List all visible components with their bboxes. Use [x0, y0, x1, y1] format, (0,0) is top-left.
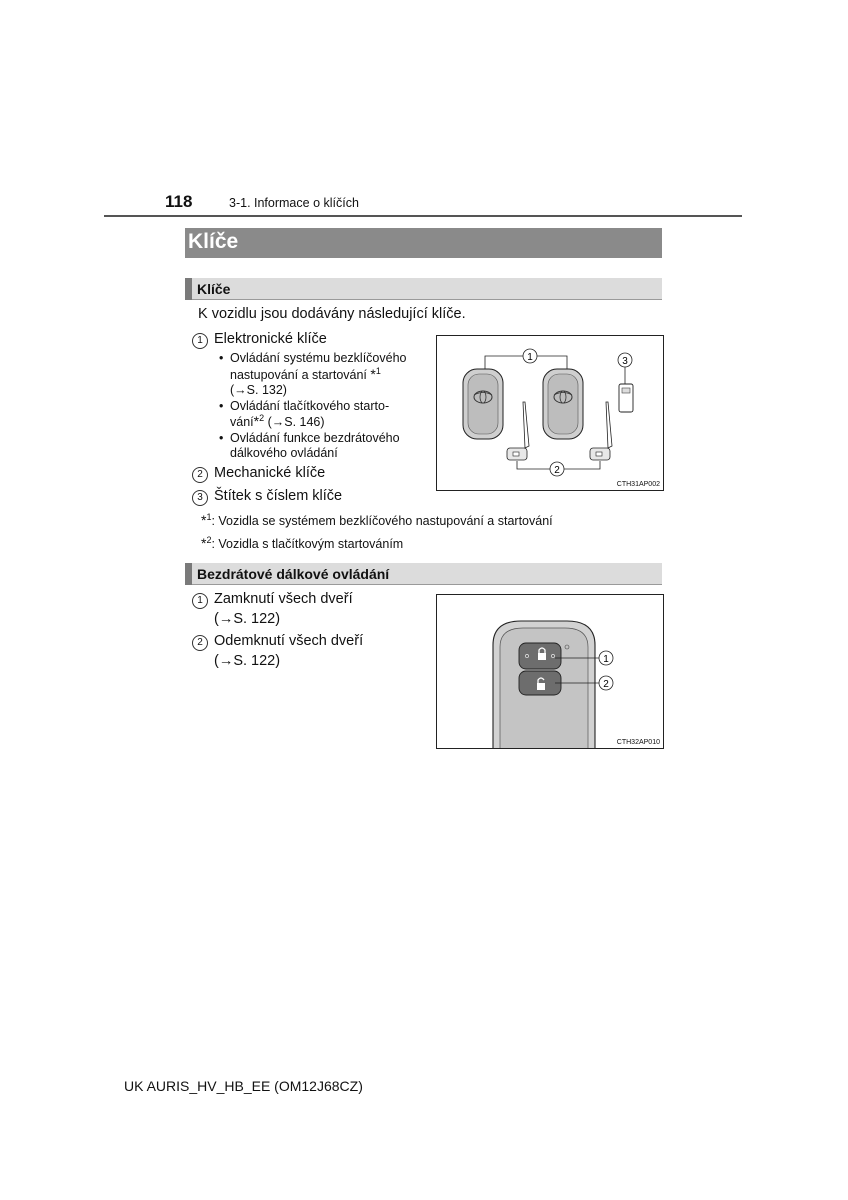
item-label: Zamknutí všech dveří [214, 591, 353, 607]
item-label: Elektronické klíče [214, 331, 327, 347]
bullet-list [219, 351, 430, 462]
bullet-item [219, 430, 430, 462]
bullet-dot: • [219, 351, 224, 365]
footnote-sup: 1 [206, 511, 212, 522]
bullet-ref: (→S. 132) [230, 383, 287, 397]
footer-code: UK AURIS_HV_HB_EE (OM12J68CZ) [124, 1078, 363, 1094]
page-title-bar [185, 228, 662, 258]
page-number: 118 [165, 192, 193, 211]
footnote-sup: 1 [375, 365, 381, 376]
callout-number: 2 [603, 679, 609, 690]
footnote-text: : Vozidla s tlačítkovým startováním [211, 537, 404, 551]
footnote-star: * [253, 413, 260, 429]
bullet-ref: (→S. 146) [264, 415, 325, 429]
section-heading-bar [185, 563, 662, 585]
footnote [201, 535, 403, 551]
bullet-item [219, 398, 430, 431]
bullet-text [230, 367, 430, 384]
heading-underline [192, 299, 662, 300]
mechanical-key [590, 402, 612, 460]
unlock-button [519, 671, 561, 695]
figure-code: CTH32AP010 [616, 739, 660, 746]
item-number: 2 [192, 635, 208, 651]
item-label: Odemknutí všech dveří [214, 633, 364, 649]
bullet-text: Ovládání funkce bezdrátového [230, 430, 400, 445]
bullet-text: dálkového ovládání [230, 446, 338, 460]
keys-figure [436, 335, 664, 491]
item-number: 1 [192, 593, 208, 609]
item-number: 2 [192, 467, 208, 483]
callout-number: 2 [554, 465, 560, 476]
header-rule [104, 215, 742, 217]
footnote-sup: 2 [259, 412, 265, 423]
lock-button [519, 643, 561, 669]
bullet-text: Ovládání tlačítkového starto- [230, 398, 390, 413]
section-heading: Bezdrátové dálkové ovládání [197, 566, 390, 582]
footnote-text: : Vozidla se systémem bezklíčového nastupování a startování [211, 514, 553, 528]
keys-illustration [437, 336, 663, 490]
heading-underline [192, 584, 662, 585]
item-label: Štítek s číslem klíče [214, 488, 343, 504]
footnote-star: * [201, 535, 207, 551]
footnote [201, 512, 553, 528]
bullet-text [230, 414, 430, 431]
key-number-tag [619, 384, 633, 412]
remote-illustration [437, 595, 663, 748]
section-path: 3-1. Informace o klíčích [229, 196, 359, 210]
heading-accent [185, 563, 192, 585]
mechanical-key [507, 402, 529, 460]
footnote-star: * [370, 365, 376, 382]
smart-key-fob [463, 369, 503, 439]
item-number: 3 [192, 490, 208, 506]
bullet-text-part: nastupování a startování [230, 367, 367, 382]
bullet-text-part: vání [230, 415, 254, 429]
intro-text: K vozidlu jsou dodávány následující klíče. [198, 306, 466, 322]
bullet-dot: • [219, 398, 224, 413]
bullet-item [219, 351, 430, 399]
remote-figure [436, 594, 664, 749]
item-label: Mechanické klíče [214, 465, 326, 481]
item-number: 1 [192, 333, 208, 349]
page-title: Klíče [188, 230, 239, 253]
section-heading: Klíče [197, 281, 231, 297]
section-heading-bar [185, 278, 662, 300]
figure-code: CTH31AP002 [616, 481, 660, 488]
footnote-star: * [201, 512, 207, 528]
footnote-sup: 2 [206, 534, 212, 545]
callout-number: 3 [622, 356, 628, 367]
bullet-text: Ovládání systému bezklíčového [230, 351, 407, 365]
item-ref: (→S. 122) [214, 653, 281, 669]
callout-number: 1 [603, 654, 609, 665]
smart-key-fob [543, 369, 583, 439]
item-ref: (→S. 122) [214, 611, 281, 627]
heading-accent [185, 278, 192, 300]
bullet-dot: • [219, 430, 224, 445]
callout-number: 1 [527, 352, 533, 363]
